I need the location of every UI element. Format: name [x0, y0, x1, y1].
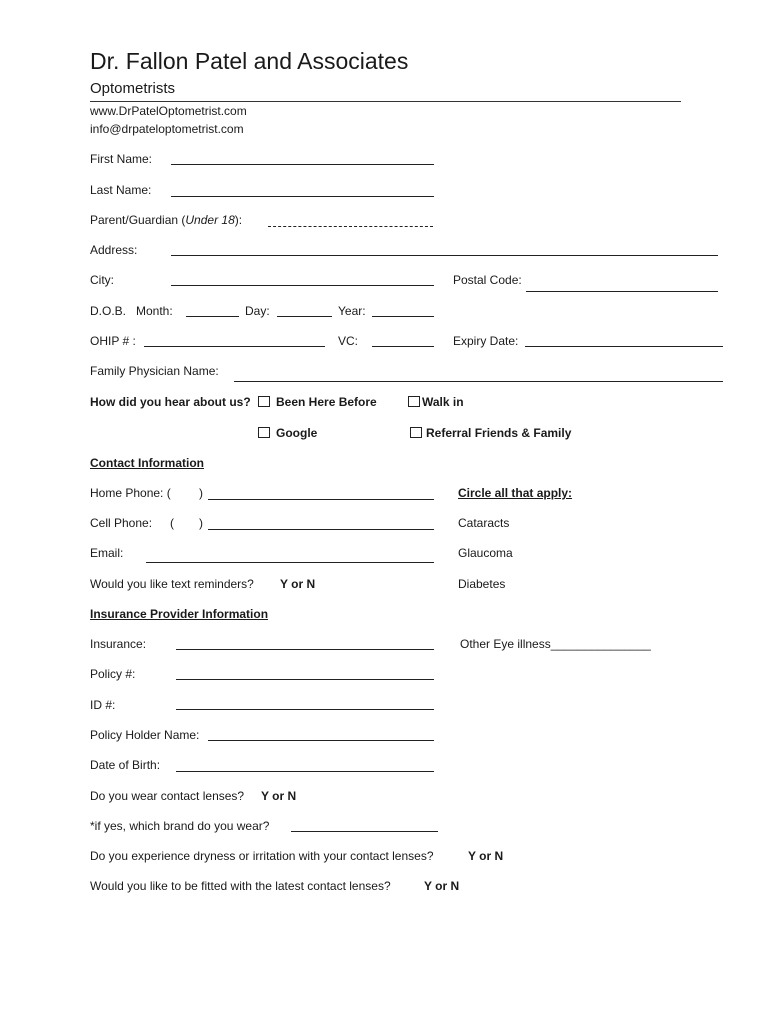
guardian-label-under18: Under 18 [185, 213, 235, 227]
cell-phone-paren-open: ( [170, 516, 174, 530]
email-link[interactable]: info@drpateloptometrist.com [90, 122, 244, 136]
clinic-name: Dr. Fallon Patel and Associates [90, 48, 409, 74]
contact-info-heading: Contact Information [90, 456, 204, 470]
guardian-label [90, 213, 242, 227]
insurance-heading: Insurance Provider Information [90, 607, 269, 621]
conditions-heading: Circle all that apply: [458, 486, 573, 500]
city-label: City: [90, 273, 114, 287]
postal-code-field[interactable] [526, 291, 718, 292]
policy-holder-label: Policy Holder Name: [90, 728, 200, 742]
header-divider [90, 101, 681, 102]
vc-field[interactable] [372, 346, 434, 347]
policy-number-field[interactable] [176, 679, 434, 680]
cell-phone-field[interactable] [208, 529, 434, 530]
fitted-question: Would you like to be fitted with the latest contact lenses? [90, 879, 391, 893]
city-field[interactable] [171, 285, 434, 286]
checkbox-google[interactable] [258, 427, 270, 439]
text-reminders-question: Would you like text reminders? [90, 577, 254, 591]
condition-diabetes[interactable]: Diabetes [458, 577, 506, 591]
expiry-date-field[interactable] [525, 346, 723, 347]
guardian-label-suffix: ): [234, 213, 243, 227]
dob-label: D.O.B. [90, 304, 127, 318]
text-reminders-yn[interactable]: Y or N [280, 577, 316, 591]
id-number-field[interactable] [176, 709, 434, 710]
dob-year-field[interactable] [372, 316, 434, 317]
family-physician-field[interactable] [234, 381, 723, 382]
holder-dob-field[interactable] [176, 771, 434, 772]
cell-phone-paren-close: ) [199, 516, 203, 530]
first-name-field[interactable] [171, 164, 434, 165]
family-physician-label: Family Physician Name: [90, 364, 219, 378]
guardian-label-prefix: Parent/Guardian ( [90, 213, 186, 227]
dob-day-label: Day: [245, 304, 270, 318]
address-field[interactable] [171, 255, 718, 256]
email-label: Email: [90, 546, 124, 560]
policy-number-label: Policy #: [90, 667, 136, 681]
ohip-field[interactable] [144, 346, 325, 347]
first-name-label: First Name: [90, 152, 153, 166]
insurance-label: Insurance: [90, 637, 147, 651]
option-google-label: Google [276, 426, 318, 440]
lens-brand-question: *if yes, which brand do you wear? [90, 819, 270, 833]
last-name-field[interactable] [171, 196, 434, 197]
home-phone-paren-close: ) [199, 486, 203, 500]
fitted-yn[interactable]: Y or N [424, 879, 460, 893]
dryness-yn[interactable]: Y or N [468, 849, 504, 863]
condition-cataracts[interactable]: Cataracts [458, 516, 510, 530]
clinic-subtitle: Optometrists [90, 80, 176, 97]
insurance-field[interactable] [176, 649, 434, 650]
holder-dob-label: Date of Birth: [90, 758, 161, 772]
expiry-date-label: Expiry Date: [453, 334, 519, 348]
ohip-label: OHIP # : [90, 334, 136, 348]
dob-month-label: Month: [136, 304, 173, 318]
checkbox-referral[interactable] [410, 427, 422, 439]
condition-other-eye-illness[interactable]: Other Eye illness_______________ [460, 637, 651, 651]
address-label: Address: [90, 243, 138, 257]
dryness-question: Do you experience dryness or irritation with your contact lenses? [90, 849, 434, 863]
home-phone-field[interactable] [208, 499, 434, 500]
contact-lenses-yn[interactable]: Y or N [261, 789, 297, 803]
cell-phone-label: Cell Phone: [90, 516, 153, 530]
condition-glaucoma[interactable]: Glaucoma [458, 546, 513, 560]
postal-code-label: Postal Code: [453, 273, 522, 287]
checkbox-been-here-before[interactable] [258, 396, 270, 408]
website-link[interactable]: www.DrPatelOptometrist.com [90, 104, 247, 118]
referral-question: How did you hear about us? [90, 395, 251, 409]
last-name-label: Last Name: [90, 183, 152, 197]
contact-lenses-question: Do you wear contact lenses? [90, 789, 245, 803]
email-field[interactable] [146, 562, 434, 563]
dob-year-label: Year: [338, 304, 366, 318]
dob-month-field[interactable] [186, 316, 239, 317]
option-been-here-before-label: Been Here Before [276, 395, 377, 409]
option-walk-in-label: Walk in [422, 395, 464, 409]
policy-holder-field[interactable] [208, 740, 434, 741]
home-phone-label: Home Phone: ( [90, 486, 171, 500]
id-number-label: ID #: [90, 698, 116, 712]
lens-brand-field[interactable] [291, 831, 438, 832]
guardian-field[interactable] [268, 226, 433, 227]
option-referral-label: Referral Friends & Family [426, 426, 572, 440]
dob-day-field[interactable] [277, 316, 332, 317]
vc-label: VC: [338, 334, 359, 348]
checkbox-walk-in[interactable] [408, 396, 420, 408]
